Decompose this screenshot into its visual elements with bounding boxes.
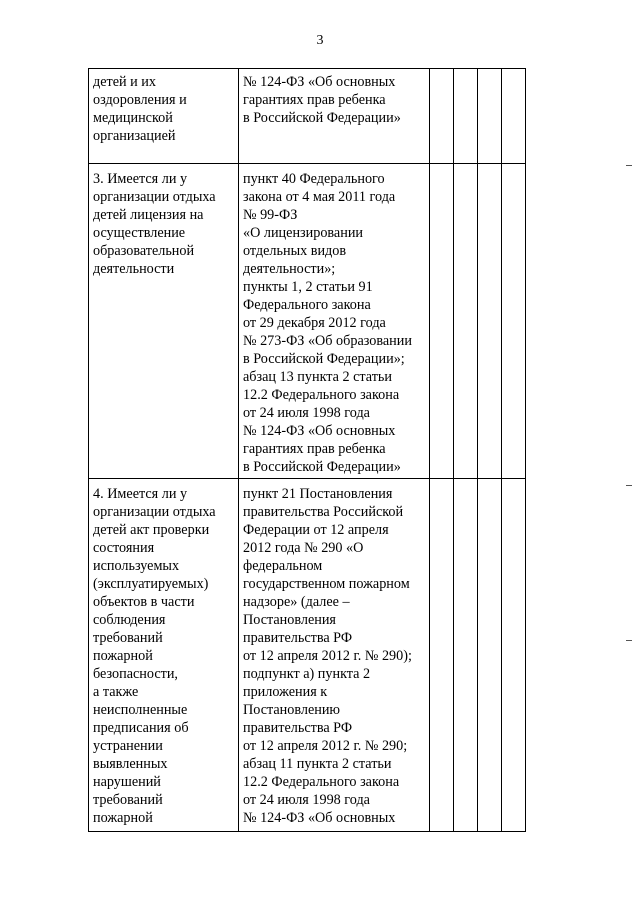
law-reference-cell bbox=[239, 69, 430, 164]
law-reference-cell bbox=[239, 164, 430, 479]
question-cell bbox=[89, 69, 239, 164]
answer-no-cell bbox=[454, 69, 478, 164]
question-cell bbox=[89, 479, 239, 832]
law-reference-text: пункт 40 Федерального закона от 4 мая 2011 года № 99-ФЗ «О лицензировании отдельных видов деятельности»; пункты 1, 2 статьи 91 Федерального закона от 29 декабря 2012 года № 273-ФЗ «Об образовании в Российской Федерации»; абзац 13 пункта 2 статьи 12.2 Федерального закона от 24 июля 1998 года № 124-ФЗ «Об основных гарантиях прав ребенка в Российской Федерации» bbox=[243, 171, 412, 475]
answer-na-cell bbox=[478, 69, 502, 164]
answer-yes-cell bbox=[430, 164, 454, 479]
law-reference-text: пункт 21 Постановления правительства Российской Федерации от 12 апреля 2012 года № 290 «О федеральном государственном пожарном надзоре» (далее – Постановления правительства РФ от 12 апреля 2012 г. № 290); подпункт а) пункта 2 приложения к Постановлению правительства РФ от 12 апреля 2012 г. № 290; абзац 11 пункта 2 статьи 12.2 Федерального закона от 24 июля 1998 года № 124-ФЗ «Об основных bbox=[243, 486, 412, 826]
table-row bbox=[89, 479, 526, 832]
answer-na-cell bbox=[478, 479, 502, 832]
answer-na-cell bbox=[478, 164, 502, 479]
answer-yes-cell bbox=[430, 69, 454, 164]
notes-cell bbox=[502, 69, 526, 164]
scan-edge-mark bbox=[626, 485, 632, 486]
answer-no-cell bbox=[454, 479, 478, 832]
answer-yes-cell bbox=[430, 479, 454, 832]
question-cell bbox=[89, 164, 239, 479]
question-text: 3. Имеется ли у организации отдыха детей лицензия на осуществление образовательной деятельности bbox=[93, 171, 216, 277]
table-row bbox=[89, 164, 526, 479]
table-row bbox=[89, 69, 526, 164]
scan-edge-mark bbox=[626, 640, 632, 641]
question-text: 4. Имеется ли у организации отдыха детей акт проверки состояния используемых (эксплуатируемых) объектов в части соблюдения требований пожарной безопасности, а также неисполненные предписания об устранении выявленных нарушений требований пожарной bbox=[93, 486, 216, 826]
answer-no-cell bbox=[454, 164, 478, 479]
law-reference-cell bbox=[239, 479, 430, 832]
notes-cell bbox=[502, 479, 526, 832]
scan-edge-mark bbox=[626, 165, 632, 166]
law-reference-text: № 124-ФЗ «Об основных гарантиях прав ребенка в Российской Федерации» bbox=[243, 74, 401, 126]
notes-cell bbox=[502, 164, 526, 479]
checklist-table bbox=[88, 68, 526, 832]
question-text: детей и их оздоровления и медицинской организацией bbox=[93, 74, 187, 144]
page-number: 3 bbox=[316, 33, 324, 48]
